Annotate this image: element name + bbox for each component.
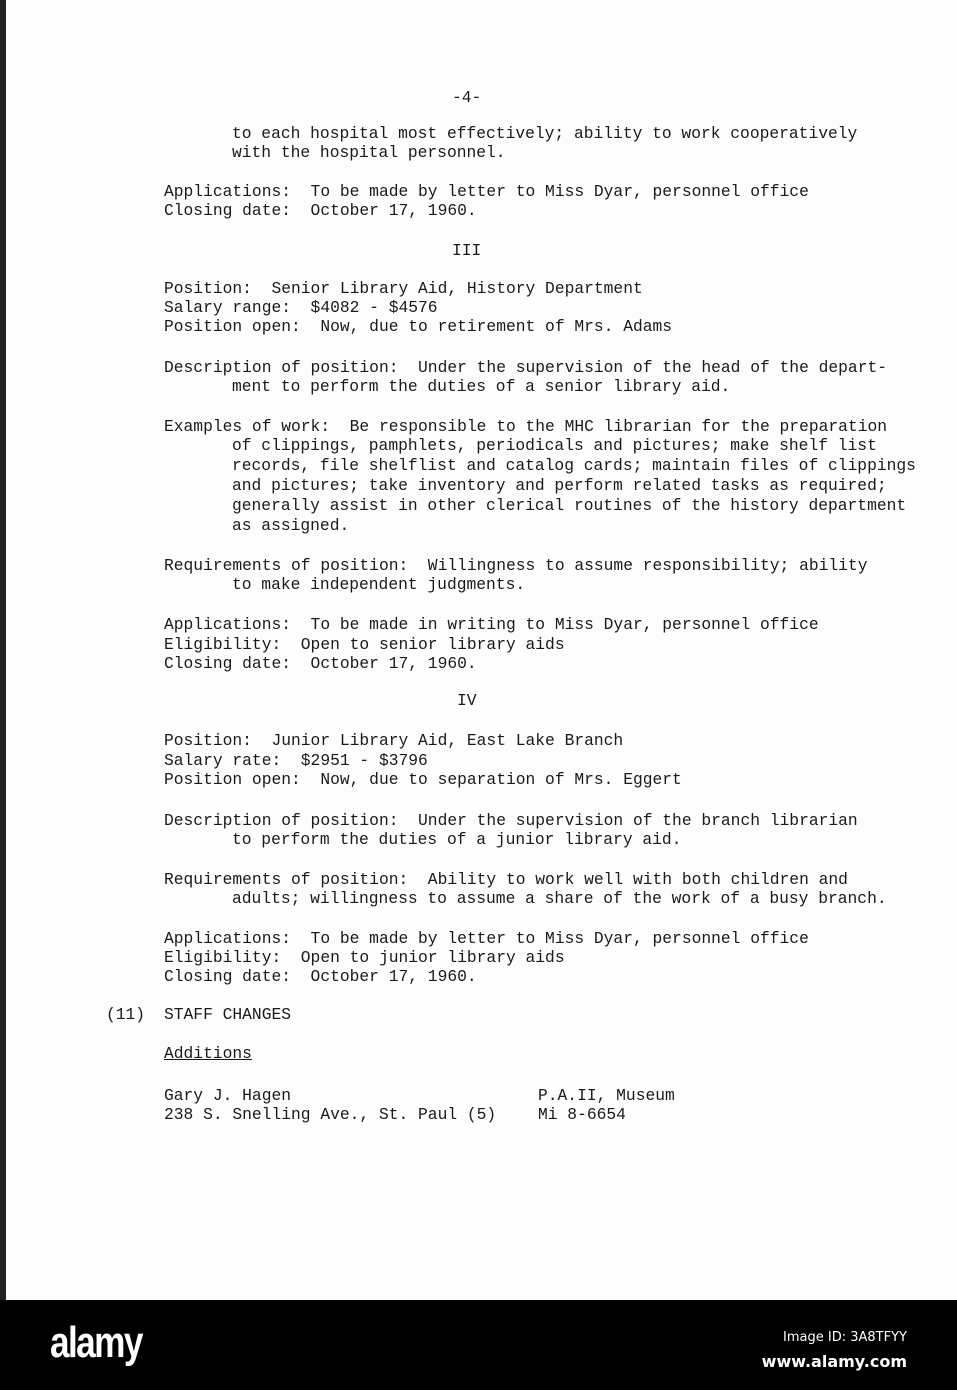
position-open-line: Position open: Now, due to retirement of Mrs. Adams [164,317,673,336]
closing-date-line: Closing date: October 17, 1960. [164,967,477,986]
examples-line: and pictures; take inventory and perform related tasks as required; [232,476,887,495]
page-number: -4- [452,88,482,107]
requirements-line: Requirements of position: Ability to work well with both children and [164,870,848,889]
image-id: Image ID: 3A8TFYY [783,1330,907,1345]
section-numeral: III [452,241,482,260]
description-line: ment to perform the duties of a senior library aid. [232,377,731,396]
examples-line: Examples of work: Be responsible to the MHC librarian for the preparation [164,417,888,436]
position-line: Position: Junior Library Aid, East Lake Branch [164,731,624,750]
additions-heading: Additions [164,1044,252,1063]
description-line: Description of position: Under the supervision of the head of the depart- [164,358,888,377]
examples-line: records, file shelflist and catalog cards; maintain files of clippings [232,456,916,475]
applications-line: Applications: To be made by letter to Miss Dyar, personnel office [164,929,809,948]
applications-line: Applications: To be made by letter to Miss Dyar, personnel office [164,182,809,201]
closing-date-line: Closing date: October 17, 1960. [164,201,477,220]
section-heading: STAFF CHANGES [164,1005,292,1024]
section-numeral: IV [457,691,477,710]
closing-date-line: Closing date: October 17, 1960. [164,654,477,673]
text-line: with the hospital personnel. [232,143,506,162]
salary-line: Salary range: $4082 - $4576 [164,298,438,317]
requirements-line: to make independent judgments. [232,575,526,594]
description-line: to perform the duties of a junior library aid. [232,830,682,849]
staff-address: 238 S. Snelling Ave., St. Paul (5) [164,1105,497,1124]
applications-line: Applications: To be made in writing to Miss Dyar, personnel office [164,615,819,634]
position-line: Position: Senior Library Aid, History Department [164,279,643,298]
site-url: www.alamy.com [761,1352,907,1371]
section-number: (11) [106,1005,146,1024]
description-line: Description of position: Under the supervision of the branch librarian [164,811,858,830]
text-line: to each hospital most effectively; ability to work cooperatively [232,124,858,143]
position-open-line: Position open: Now, due to separation of Mrs. Eggert [164,770,682,789]
requirements-line: Requirements of position: Willingness to assume responsibility; ability [164,556,868,575]
staff-phone: Mi 8-6654 [538,1105,626,1124]
salary-line: Salary rate: $2951 - $3796 [164,751,428,770]
examples-line: of clippings, pamphlets, periodicals and pictures; make shelf list [232,436,877,455]
examples-line: generally assist in other clerical routines of the history department [232,496,907,515]
eligibility-line: Eligibility: Open to senior library aids [164,635,565,654]
staff-position: P.A.II, Museum [538,1086,675,1105]
eligibility-line: Eligibility: Open to junior library aids [164,948,565,967]
watermark-footer [0,1300,957,1390]
staff-name: Gary J. Hagen [164,1086,292,1105]
requirements-line: adults; willingness to assume a share of the work of a busy branch. [232,889,887,908]
alamy-logo: alamy [50,1318,142,1367]
examples-line: as assigned. [232,516,350,535]
